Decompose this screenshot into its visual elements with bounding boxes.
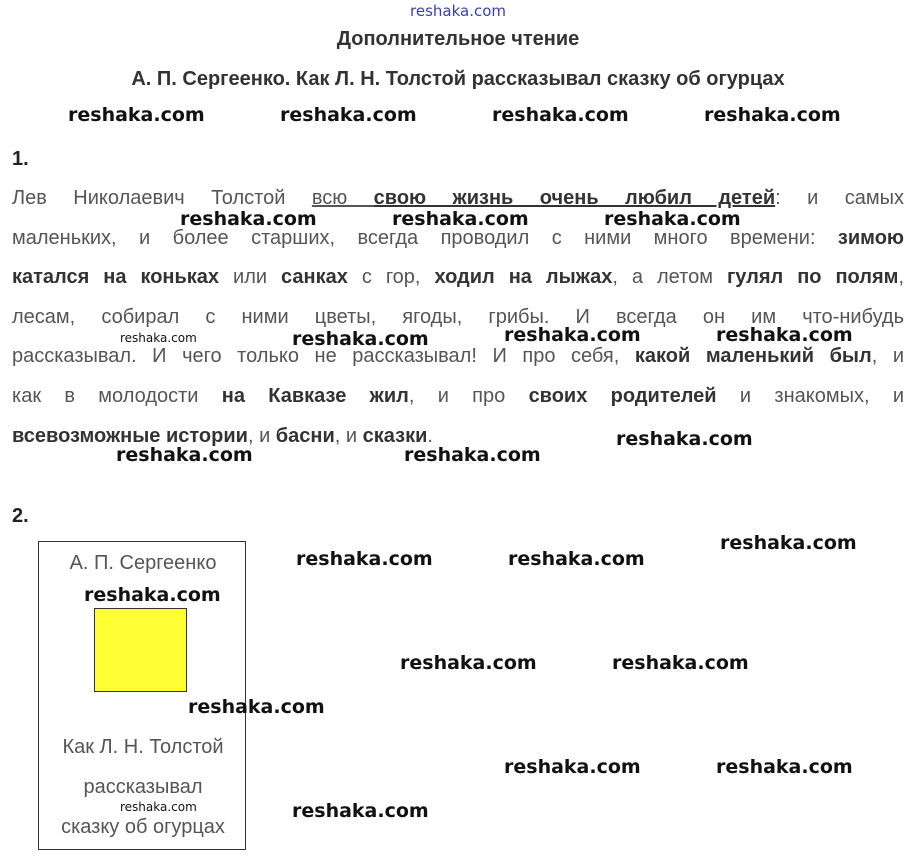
watermark: reshaka.com xyxy=(720,532,857,554)
cover-author: А. П. Сергеенко xyxy=(69,552,217,574)
watermark: reshaka.com xyxy=(604,208,741,230)
watermark: reshaka.com xyxy=(120,800,197,814)
text-line-4: лесам, собирал с ними цветы, ягоды, грибы. И всегда он им что-нибудь xyxy=(12,306,904,328)
watermark: reshaka.com xyxy=(400,652,537,674)
text-line-6: как в молодости на Кавказе жил, и про своих родителей и знакомых, и xyxy=(12,385,904,407)
watermark: reshaka.com xyxy=(508,548,645,570)
watermark: reshaka.com xyxy=(612,652,749,674)
watermark: reshaka.com xyxy=(616,428,753,450)
section-2-number: 2. xyxy=(12,505,29,527)
top-watermark: reshaka.com xyxy=(410,2,506,20)
watermark: reshaka.com xyxy=(404,444,541,466)
cover-title-line-2: рассказывал xyxy=(83,776,203,798)
watermark: reshaka.com xyxy=(292,800,429,822)
watermark: reshaka.com xyxy=(492,104,629,126)
watermark: reshaka.com xyxy=(84,584,221,606)
watermark: reshaka.com xyxy=(188,696,325,718)
watermark: reshaka.com xyxy=(704,104,841,126)
watermark: reshaka.com xyxy=(116,444,253,466)
text-line-3: катался на коньках или санках с гор, ходил на лыжах, а летом гулял по полям, xyxy=(12,266,904,288)
page-subtitle: А. П. Сергеенко. Как Л. Н. Толстой рассказывал сказку об огурцах xyxy=(131,68,785,90)
cover-image xyxy=(94,608,187,692)
watermark: reshaka.com xyxy=(504,324,641,346)
cover-title-line-3: сказку об огурцах xyxy=(61,816,225,838)
watermark: reshaka.com xyxy=(280,104,417,126)
cover-title-line-1: Как Л. Н. Толстой xyxy=(62,736,224,758)
watermark: reshaka.com xyxy=(392,208,529,230)
text-line-7: всевозможные истории, и басни, и сказки. xyxy=(12,425,433,447)
text-line-5: рассказывал. И чего только не рассказывал! И про себя, какой маленький был, и xyxy=(12,345,905,367)
watermark: reshaka.com xyxy=(296,548,433,570)
watermark: reshaka.com xyxy=(120,331,197,345)
watermark: reshaka.com xyxy=(292,328,429,350)
watermark: reshaka.com xyxy=(716,324,853,346)
watermark: reshaka.com xyxy=(504,756,641,778)
watermark: reshaka.com xyxy=(68,104,205,126)
text-line-1: Лев Николаевич Толстой всю свою жизнь очень любил детей: и самых xyxy=(12,187,904,209)
watermark: reshaka.com xyxy=(180,208,317,230)
watermark: reshaka.com xyxy=(716,756,853,778)
text-line-2: маленьких, и более старших, всегда проводил с ними много времени: зимою xyxy=(12,227,904,249)
page-title: Дополнительное чтение xyxy=(336,28,580,50)
section-1-number: 1. xyxy=(12,148,29,170)
